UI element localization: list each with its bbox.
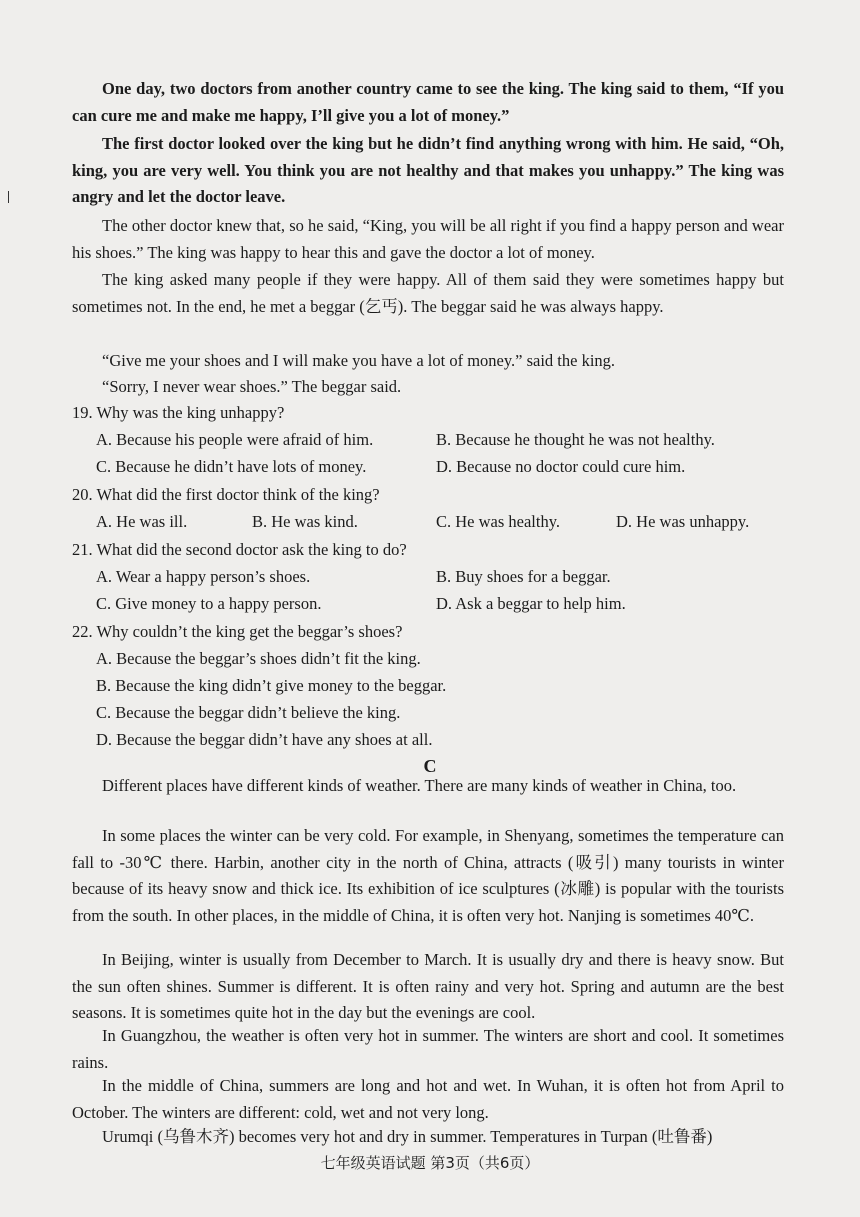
passage-paragraph: In the middle of China, summers are long and hot and wet. In Wuhan, it is often hot from April to October. The winters are different: cold, wet and not very long. [72, 1076, 784, 1122]
section-heading: C [423, 756, 437, 776]
answer-option[interactable]: C. Because he didn’t have lots of money. [96, 457, 367, 476]
passage-paragraph-3: The other doctor knew that, so he said, “King, you will be all right if you find a happy person and wear his shoes.” The king was happy to hear this and gave the doctor a lot of money. [72, 216, 784, 262]
answer-option[interactable]: D. Because no doctor could cure him. [436, 457, 686, 476]
question-stem: 21. What did the second doctor ask the king to do? [72, 540, 407, 559]
passage-paragraph: Urumqi (乌鲁木齐) becomes very hot and dry in summer. Temperatures in Turpan (吐鲁番) [102, 1127, 713, 1146]
answer-option[interactable]: C. Because the beggar didn’t believe the king. [96, 703, 401, 722]
passage-paragraph-2: The first doctor looked over the king but he didn’t find anything wrong with him. He said, “Oh, king, you are very well. You think you are not healthy and that makes you unhappy.” The king was angry and let the doctor leave. [72, 134, 784, 206]
page-footer: 七年级英语试题 第3页（共6页） [320, 1154, 540, 1172]
passage-paragraph-1: One day, two doctors from another country came to see the king. The king said to them, “If you can cure me and make me happy, I’ll give you a lot of money.” [72, 79, 784, 125]
passage-paragraph-5: “Give me your shoes and I will make you have a lot of money.” said the king. [102, 351, 616, 370]
question-stem: 19. Why was the king unhappy? [72, 403, 285, 422]
answer-option[interactable]: B. Buy shoes for a beggar. [436, 567, 611, 586]
passage-paragraph-4: The king asked many people if they were happy. All of them said they were sometimes happy but sometimes not. In the end, he met a beggar (乞丐). The beggar said he was always happy. [72, 270, 784, 316]
answer-option[interactable]: A. Because the beggar’s shoes didn’t fit the king. [96, 649, 421, 668]
passage-paragraph: In Beijing, winter is usually from December to March. It is usually dry and there is heavy snow. But the sun often shines. Summer is different. It is often rainy and very hot. Spring and autumn are the best seasons. It is sometimes quite hot in the day but the evenings are cool. [72, 950, 784, 1022]
question-stem: 20. What did the first doctor think of the king? [72, 485, 380, 504]
answer-option[interactable]: A. Because his people were afraid of him. [96, 430, 374, 449]
answer-option[interactable]: C. He was healthy. [436, 512, 561, 531]
answer-option[interactable]: D. Because the beggar didn’t have any shoes at all. [96, 730, 433, 749]
answer-option[interactable]: B. Because the king didn’t give money to the beggar. [96, 676, 447, 695]
scan-mark [8, 191, 9, 203]
answer-option[interactable]: A. Wear a happy person’s shoes. [96, 567, 311, 586]
passage-paragraph: Different places have different kinds of weather. There are many kinds of weather in China, too. [102, 776, 737, 795]
answer-option[interactable]: B. Because he thought he was not healthy. [436, 430, 715, 449]
passage-paragraph: In some places the winter can be very cold. For example, in Shenyang, sometimes the temperature can fall to -30℃ there. Harbin, another city in the north of China, attracts (吸引) many tourists in winter because of its heavy snow and thick ice. Its exhibition of ice sculptures (冰雕) is popular with the tourists from the south. In other places, in the middle of China, it is often very hot. Nanjing is sometimes 40℃. [72, 826, 784, 925]
question-stem: 22. Why couldn’t the king get the beggar’s shoes? [72, 622, 403, 641]
answer-option[interactable]: A. He was ill. [96, 512, 188, 531]
answer-option[interactable]: B. He was kind. [252, 512, 358, 531]
answer-option[interactable]: D. Ask a beggar to help him. [436, 594, 626, 613]
answer-option[interactable]: D. He was unhappy. [616, 512, 750, 531]
passage-paragraph-6: “Sorry, I never wear shoes.” The beggar said. [102, 377, 402, 396]
passage-paragraph: In Guangzhou, the weather is often very hot in summer. The winters are short and cool. It sometimes rains. [72, 1026, 784, 1072]
answer-option[interactable]: C. Give money to a happy person. [96, 594, 322, 613]
